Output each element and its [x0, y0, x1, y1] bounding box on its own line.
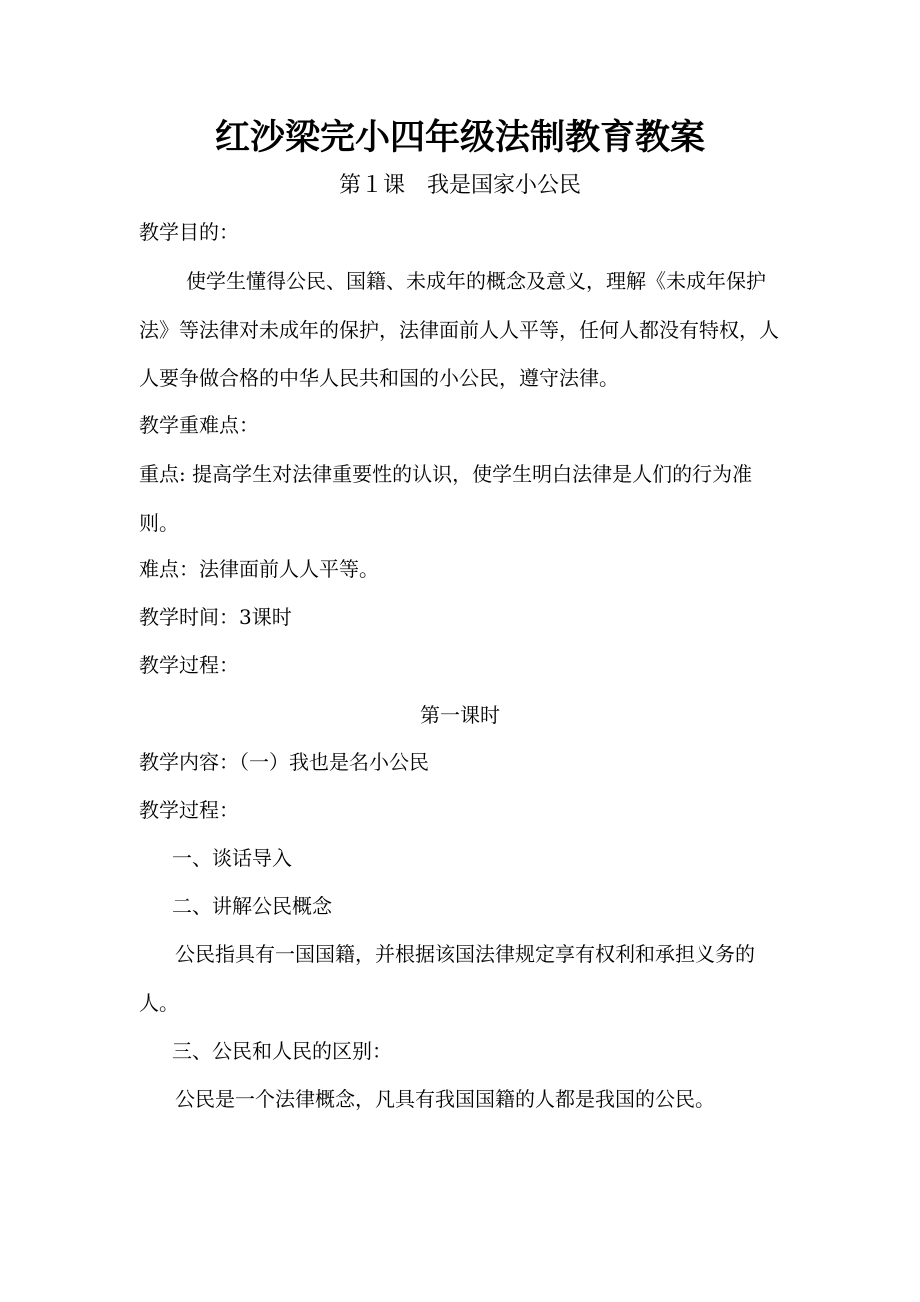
lesson-title: 第１课 我是国家小公民 — [338, 173, 581, 198]
step-2-text: 公民指具有一国国籍，并根据该国法律规定享有权利和承担义务的人。 — [139, 942, 755, 1015]
step-1-heading: 一、谈话导入 — [172, 846, 292, 870]
step-3-text: 公民是一个法律概念，凡具有我国国籍的人都是我国的公民。 — [175, 1087, 715, 1111]
process-heading: 教学过程： — [139, 653, 239, 677]
teaching-time: 教学时间：3课时 — [139, 605, 292, 629]
objective-heading: 教学目的： — [139, 220, 239, 244]
process-heading-2: 教学过程： — [139, 798, 239, 822]
difficult-point-text: 难点：法律面前人人平等。 — [139, 557, 379, 581]
key-point-text: 重点: 提高学生对法律重要性的认识，使学生明白法律是人们的行为准则。 — [139, 462, 753, 535]
step-3-heading: 三、公民和人民的区别： — [172, 1039, 392, 1063]
session-title: 第一课时 — [420, 703, 500, 727]
key-points-heading: 教学重难点： — [139, 413, 259, 437]
step-2-heading: 二、讲解公民概念 — [172, 894, 332, 918]
objective-text: 使学生懂得公民、国籍、未成年的概念及意义，理解《未成年保护法》等法律对未成年的保护，法律面前人人平等，任何人都没有特权，人人要争做合格的中华人民共和国的小公民，遵守法律。 — [139, 269, 779, 390]
teaching-content: 教学内容：（一）我也是名小公民 — [139, 750, 429, 774]
document-title: 红沙梁完小四年级法制教育教案 — [214, 117, 705, 158]
